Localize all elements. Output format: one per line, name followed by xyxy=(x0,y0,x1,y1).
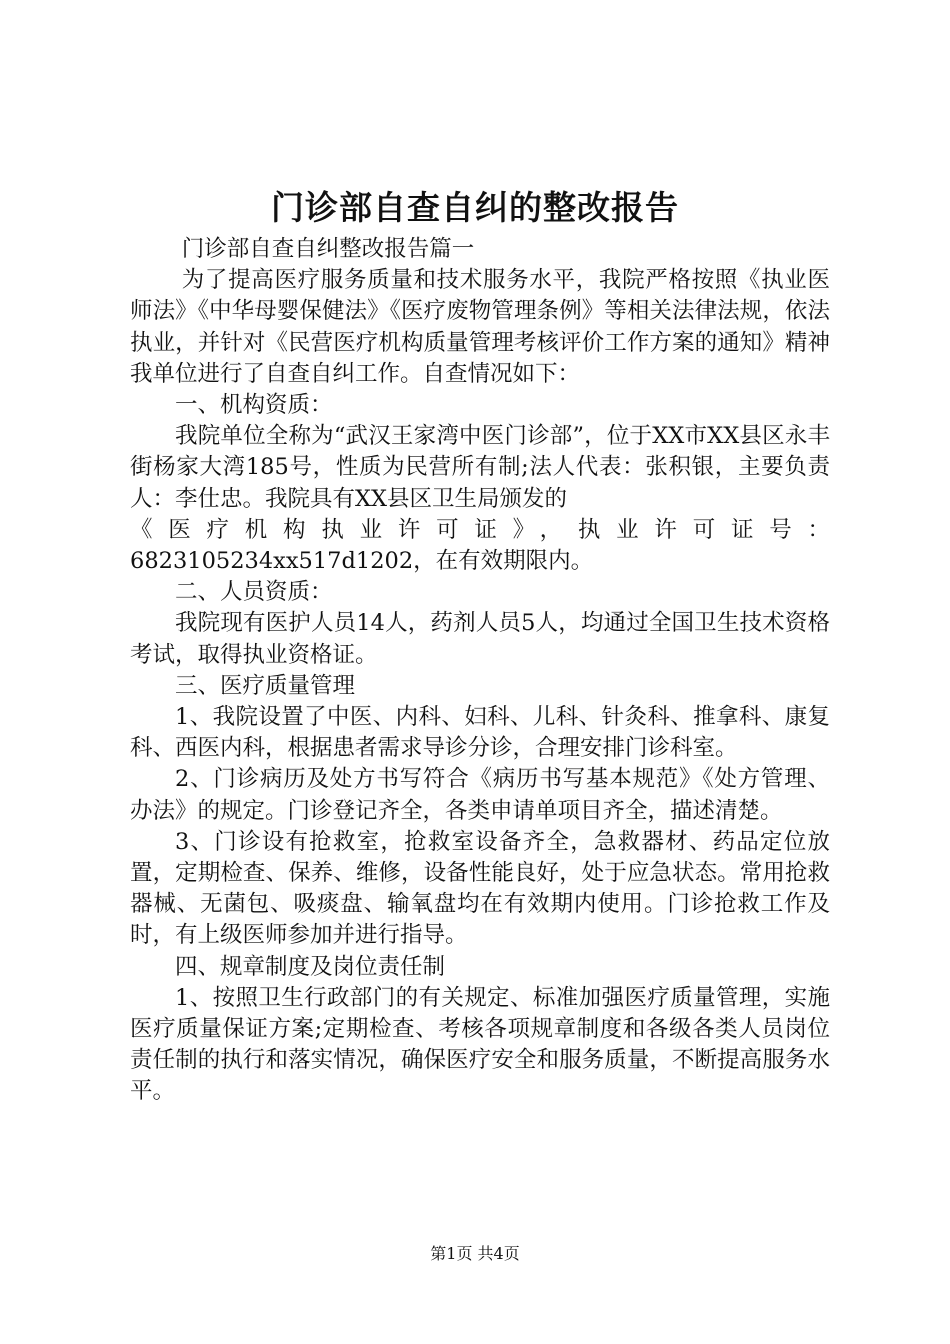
paragraph-quality-1: 1、我院设置了中医、内科、妇科、儿科、针灸科、推拿科、康复科、西医内科，根据患者需求导诊分诊，合理安排门诊科室。 xyxy=(130,704,830,762)
subtitle: 门诊部自查自纠整改报告篇一 xyxy=(181,236,475,262)
section-heading-personnel: 二、人员资质： xyxy=(175,579,333,606)
document-body xyxy=(130,234,830,1108)
paragraph-license-number: 6823105234xx517d1202，在有效期限内。 xyxy=(130,548,594,575)
paragraph-quality-2: 2、门诊病历及处方书写符合《病历书写基本规范》《处方管理、办法》的规定。门诊登记齐全，各类申请单项目齐全，描述清楚。 xyxy=(130,766,830,824)
section-heading-quality: 三、医疗质量管理 xyxy=(175,672,356,699)
paragraph-license-line: 《医疗机构执业许可证》，执业许可证号： xyxy=(130,516,830,543)
document-title: 门诊部自查自纠的整改报告 xyxy=(271,188,679,227)
paragraph-institution: 我院单位全称为“武汉王家湾中医门诊部”，位于XX市XX县区永丰街杨家大湾185号，性质为民营所有制;法人代表：张积银，主要负责人：李仕忠。我院具有XX县区卫生局颁发的 xyxy=(130,423,830,512)
paragraph-personnel: 我院现有医护人员14人，药剂人员5人，均通过全国卫生技术资格考试，取得执业资格证。 xyxy=(130,610,830,668)
paragraph-rules-1: 1、按照卫生行政部门的有关规定、标准加强医疗质量管理，实施医疗质量保证方案;定期检查、考核各项规章制度和各级各类人员岗位责任制的执行和落实情况，确保医疗安全和服务质量，不断提高服务水平。 xyxy=(130,984,830,1105)
section-heading-rules: 四、规章制度及岗位责任制 xyxy=(175,953,446,980)
section-heading-institution: 一、机构资质： xyxy=(175,392,333,419)
paragraph-quality-3: 3、门诊设有抢救室，抢救室设备齐全，急救器材、药品定位放置，定期检查、保养、维修，设备性能良好，处于应急状态。常用抢救器械、无菌包、吸痰盘、输氧盘均在有效期内使用。门诊抢救工作及时，有上级医师参加并进行指导。 xyxy=(130,828,830,949)
page-footer: 第1页 共4页 xyxy=(430,1244,520,1263)
paragraph-intro: 为了提高医疗服务质量和技术服务水平，我院严格按照《执业医师法》《中华母婴保健法》《医疗废物管理条例》等相关法律法规，依法执业，并针对《民营医疗机构质量管理考核评价工作方案的通知》精神我单位进行了自查自纠工作。自查情况如下： xyxy=(130,267,830,387)
